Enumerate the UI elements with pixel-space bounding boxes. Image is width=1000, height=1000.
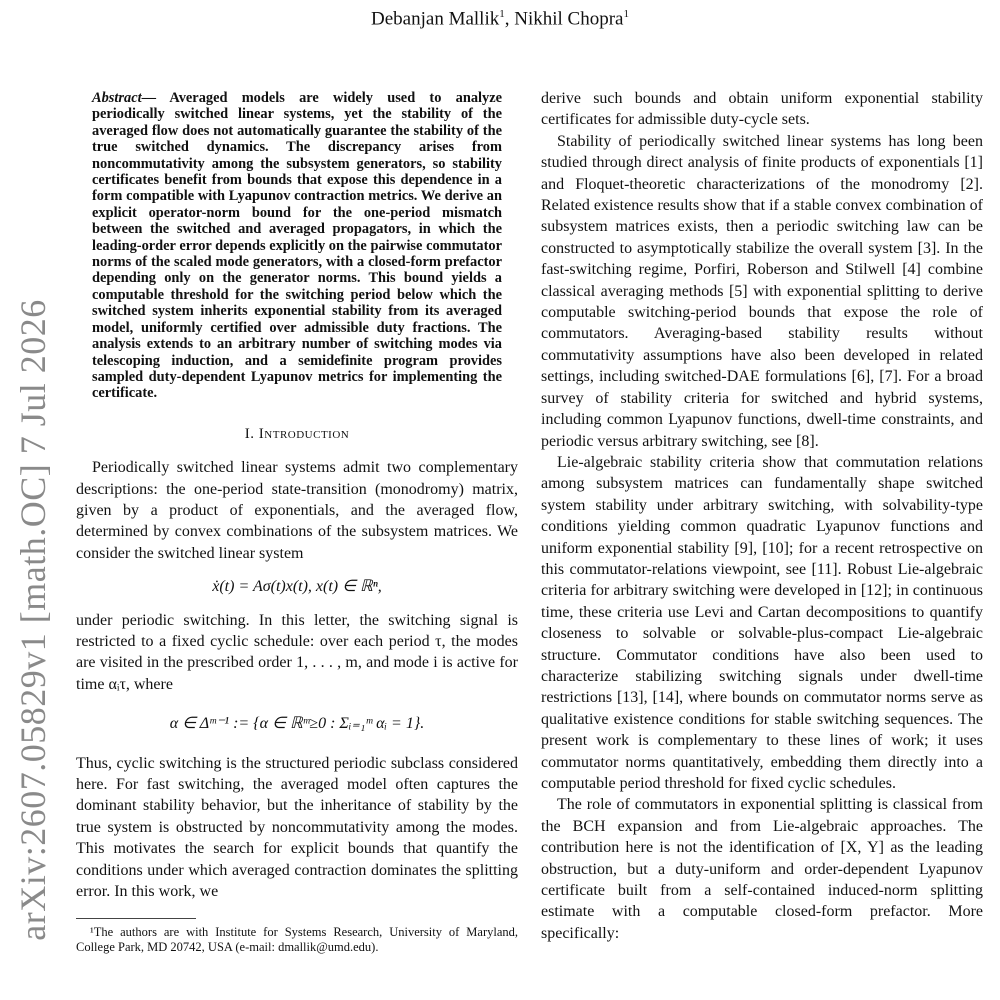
author-name-1: Debanjan Mallik: [371, 8, 500, 30]
left-column: [76, 88, 518, 955]
author-affiliation-mark-2: 1: [623, 8, 629, 20]
intro-paragraph-1: Periodically switched linear systems admit two complementary descriptions: the one-period state-transition (monodromy) matrix, given by a product of exponentials, and the averaged flow, determined by convex combinations of the subsystem matrices. We consider the switched linear system: [76, 459, 518, 562]
author-affiliation-mark-1: 1: [499, 8, 505, 20]
footnote-affiliation: ¹The authors are with Institute for Systems Research, University of Maryland, College Park, MD 20742, USA (e-mail: dmallik@umd.edu).: [76, 925, 518, 955]
right-paragraph-continuation: derive such bounds and obtain uniform exponential stability certificates for admissible duty-cycle sets.: [541, 90, 983, 129]
right-paragraph-stability: Stability of periodically switched linear systems has long been studied through direct analysis of finite products of exponentials [1] and Floquet-theoretic characterizations of the monodromy [2]. Related existence results show that if a stable convex combination of subsystem matrices exists, then a periodic switching law can be constructed to asymptotically stabilize the overall system [3]. In the fast-switching regime, Porfiri, Roberson and Stilwell [4] combine classical averaging methods [5] with exponential splitting to derive computable switching-period bounds that expose the role of commutators. Averaging-based stability results without commutativity assumptions have also been developed in related settings, including switched-DAE formulations [6], [7]. For a broad survey of stability criteria for switched and hybrid systems, including common Lyapunov functions, dwell-time constraints, and periodic versus arbitrary switching, see [8].: [541, 132, 983, 450]
arxiv-identifier: arXiv:2607.05829v1 [math.OC] 7 Jul 2026: [13, 299, 53, 941]
equation-simplex: α ∈ Δᵐ⁻¹ := {α ∈ ℝᵐ≥0 : Σᵢ₌₁ᵐ αᵢ = 1}.: [169, 715, 425, 733]
author-line: [0, 8, 1000, 30]
abstract-text: — Averaged models are widely used to analyze periodically switched linear systems, yet the stability of the averaged flow does not automatically guarantee the stability of the true switched dynamics. The discrepancy arises from noncommutativity among the subsystem generators, so stability certificates benefit from bounds that expose this dependence in a form compatible with Lyapunov contraction metrics. We derive an explicit operator-norm bound for the one-period mismatch between the switched and averaged propagators, in which the leading-order error depends explicitly on the pairwise commutator norms of the scaled mode generators, with a closed-form prefactor depending only on the generator norms. This bound yields a computable threshold for the switching period below which the switched system inherits exponential stability from its averaged model, uniformly certified over admissible duty fractions. The analysis extends to an arbitrary number of switching modes via telescoping induction, and a semidefinite program provides sampled duty-dependent Lyapunov metrics for implementing the certificate.: [92, 90, 502, 402]
section-title: Introduction: [258, 425, 350, 442]
right-column: [541, 88, 983, 944]
abstract: [92, 90, 502, 402]
equation-switched-system: ẋ(t) = Aσ(t)x(t), x(t) ∈ ℝⁿ,: [212, 578, 382, 596]
intro-paragraph-3: Thus, cyclic switching is the structured periodic subclass considered here. For fast switching, the averaged model often captures the dominant stability behavior, but the inheritance of stability by the true system is obstructed by noncommutativity among the modes. This motivates the search for explicit bounds that quantify the conditions under which averaged contraction dominates the splitting error. In this work, we: [76, 754, 518, 901]
arxiv-watermark: [8, 260, 58, 980]
intro-paragraph-2: under periodic switching. In this letter, the switching signal is restricted to a fixed cyclic schedule: over each period τ, the modes are visited in the prescribed order 1, . . . , m, and mode i is active for time αᵢτ, where: [76, 611, 518, 693]
footnote-divider: [76, 918, 196, 919]
author-name-2: , Nikhil Chopra: [504, 8, 624, 30]
section-number: I.: [244, 425, 255, 442]
section-heading-introduction: [76, 424, 518, 445]
right-paragraph-lie-algebraic: Lie-algebraic stability criteria show that commutation relations among subsystem matrices can fundamentally shape switched system stability under arbitrary switching, with solvability-type conditions yielding common quadratic Lyapunov functions and uniform exponential stability [9], [10]; for a recent retrospective on this commutator-relations viewpoint, see [11]. Robust Lie-algebraic criteria for arbitrary switching were developed in [12]; in continuous time, these criteria use Levi and Cartan decompositions to quantify closeness to solvable or solvable-plus-compact Lie-algebraic structure. Commutator conditions have also been used to characterize stabilizing switching signals under dwell-time restrictions [13], [14], where bounds on commutator norms serve as qualitative existence conditions for stable switching sequences. The present work is complementary to these lines of work; it uses commutator norms quantitatively, embedding them directly into a computable period threshold for fixed cyclic schedules.: [541, 453, 983, 792]
right-paragraph-commutators: The role of commutators in exponential splitting is classical from the BCH expansion and from Lie-algebraic approaches. The contribution here is not the identification of [X, Y] as the leading obstruction, but a duty-uniform and order-dependent Lyapunov certificate built from a self-contained induced-norm splitting estimate with a computable closed-form prefactor. More specifically:: [541, 796, 983, 942]
abstract-lead: Abstract: [92, 90, 142, 106]
